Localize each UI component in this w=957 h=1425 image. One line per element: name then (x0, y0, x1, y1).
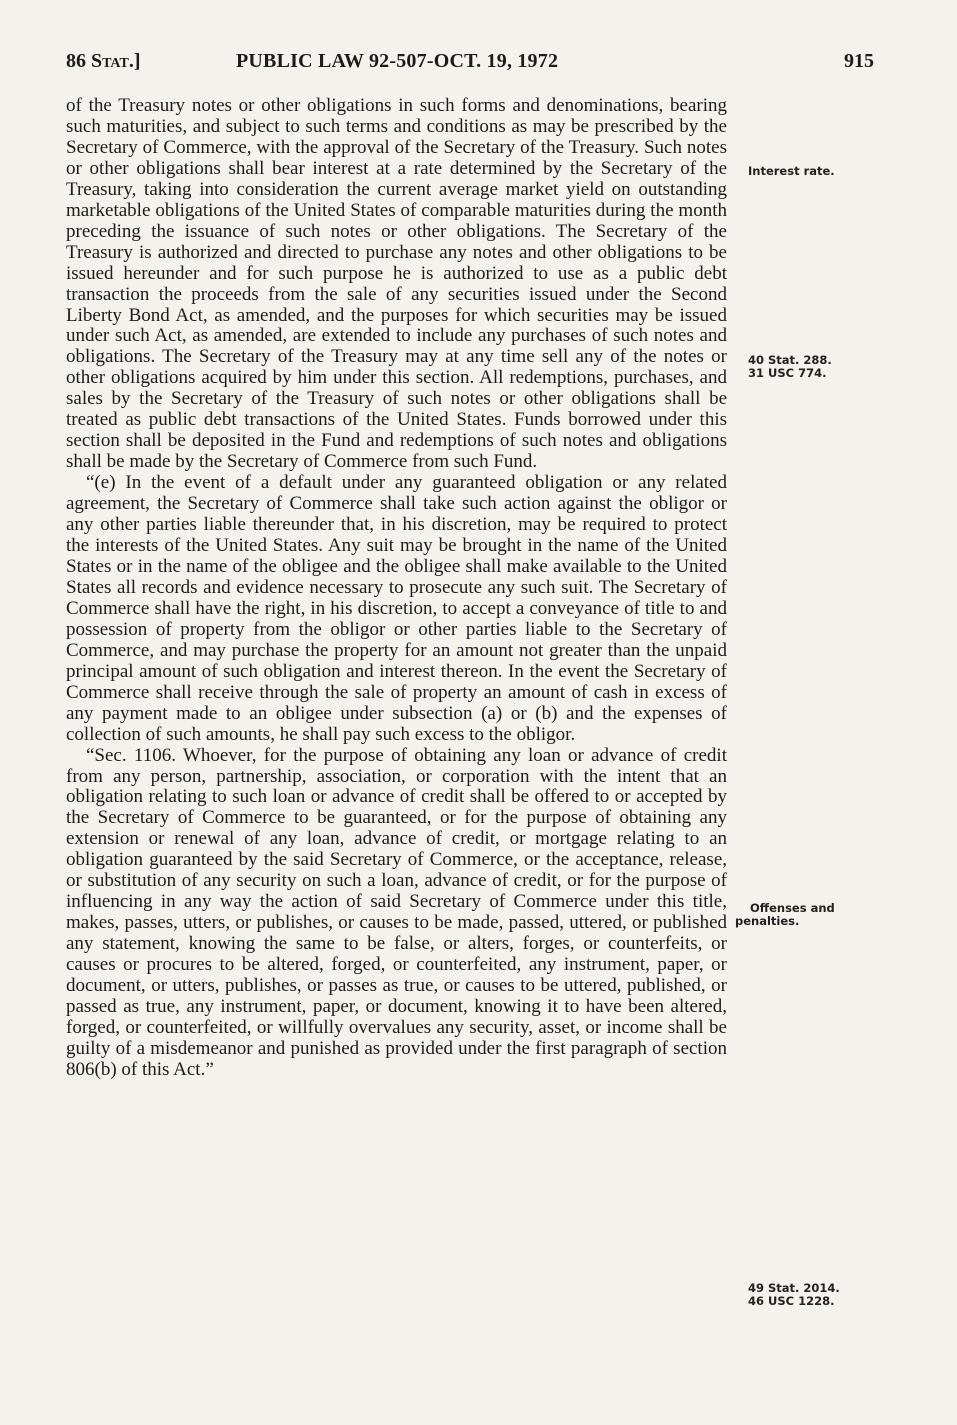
volume-suffix: Stat. (91, 50, 134, 72)
margin-note-citation-2 (748, 1282, 840, 1308)
margin-note-interest-rate: Interest rate. (748, 164, 835, 178)
paragraph-sec-1106: “Sec. 1106. Whoever, for the purpose of obtaining any loan or advance of credit from any person, partnership, association, or corporation with the intent that an obligation relating to such loan or advance of credit shall be offered to or accepted by the Secretary of Commerce to be guaranteed, or for the purpose of obtaining any extension or renewal of any loan, advance of credit, or mortgage relating to an obligation guaranteed by the said Secretary of Commerce, or the acceptance, release, or substitution of any security on such a loan, advance of credit, or for the purpose of influencing in any way the action of said Secretary of Commerce under this title, makes, passes, utters, or publishes, or causes to be made, passed, uttered, or published any statement, knowing the same to be false, or alters, forges, or counterfeits, or causes or procures to be altered, forged, or counterfeited, any instrument, paper, or document, or utters, publishes, or passes as true, or causes to be uttered, published, or passed as true, any instrument, paper, or document, knowing it to have been altered, forged, or counterfeited, or willfully overvalues any security, asset, or income shall be guilty of a misdemeanor and punished as provided under the first paragraph of section 806(b) of this Act.” (66, 744, 727, 1080)
running-header (66, 50, 874, 80)
citation-1-line-1: 40 Stat. 288. (748, 353, 832, 367)
paragraph-treasury-notes: of the Treasury notes or other obligations in such forms and denominations, bearing such maturities, and subject to such terms and conditions as may be prescribed by the Secretary of Commerce, with the approval of the Secretary of the Treasury. Such notes or other obligations shall bear interest at a rate determined by the Secretary of the Treasury, taking into consideration the current average market yield on outstanding marketable obligations of the United States of comparable maturities during the month preceding the issuance of such notes or other obligations. The Secretary of the Treasury is authorized and directed to purchase any notes and other obligations to be issued hereunder and for such purpose he is authorized to use as a public debt transaction the proceeds from the sale of any securities issued under the Second Liberty Bond Act, as amended, and the purposes for which securities may be issued under such Act, as amended, are extended to include any purchases of such notes and obligations. The Secretary of the Treasury may at any time sell any of the notes or other obligations acquired by him under this section. All redemptions, purchases, and sales by the Secretary of the Treasury of such notes or other obligations shall be treated as public debt transactions of the United States. Funds borrowed under this section shall be deposited in the Fund and redemptions of such notes and obligations shall be made by the Secretary of Commerce from such Fund. (66, 95, 727, 473)
citation-2-line-1: 49 Stat. 2014. (748, 1281, 840, 1295)
offenses-line-1: Offenses and (750, 901, 835, 915)
volume-reference (66, 50, 141, 73)
volume-bracket: ] (133, 50, 141, 72)
citation-1-line-2: 31 USC 774. (748, 366, 827, 380)
law-title: PUBLIC LAW 92-507-OCT. 19, 1972 (236, 50, 559, 72)
offenses-line-2: penalties. (735, 914, 800, 928)
margin-note-citation-1 (748, 354, 832, 380)
margin-note-offenses (735, 902, 835, 928)
volume-number: 86 (66, 50, 86, 72)
citation-2-line-2: 46 USC 1228. (748, 1294, 835, 1308)
paragraph-default: “(e) In the event of a default under any guaranteed obligation or any related agreement, the Secretary of Commerce shall take such action against the obligor or any other parties liable thereunder that, in his discretion, may be required to protect the interests of the United States. Any suit may be brought in the name of the United States or in the name of the obligee and the obligee shall make available to the United States all records and evidence necessary to prosecute any such suit. The Secretary of Commerce shall have the right, in his discretion, to accept a conveyance of title to and possession of property from the obligor or other parties liable to the Secretary of Commerce, and may purchase the property for an amount not greater than the unpaid principal amount of such obligation and interest thereon. In the event the Secretary of Commerce shall receive through the sale of property an amount of cash in excess of any payment made to an obligee under subsection (a) or (b) and the expenses of collection of such amounts, he shall pay such excess to the obligor. (66, 472, 727, 745)
page-number: 915 (844, 50, 874, 72)
main-text (66, 96, 727, 1081)
